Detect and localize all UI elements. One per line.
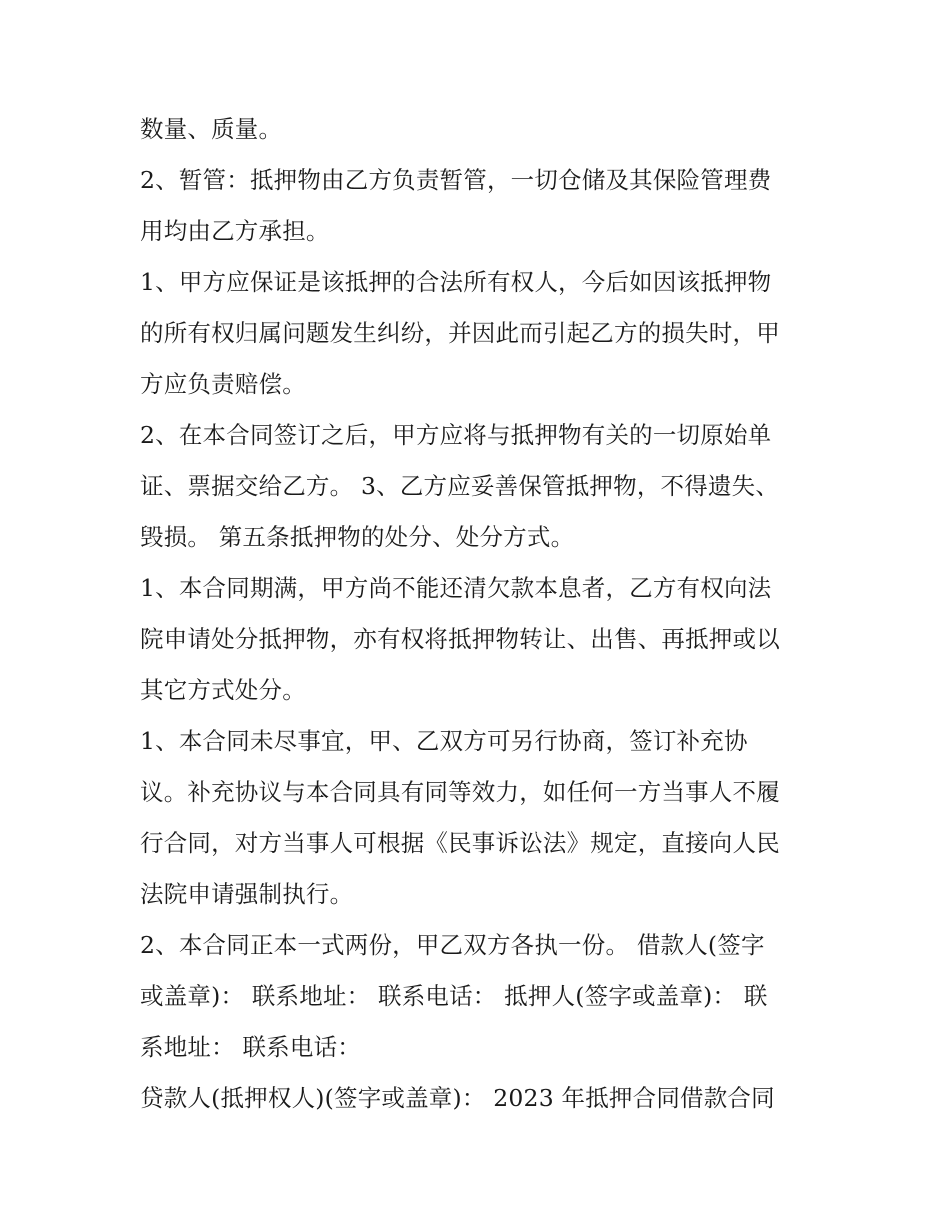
- text-line: 系地址： 联系电话：: [140, 1033, 361, 1061]
- text-line: 方应负责赔偿。: [140, 370, 306, 398]
- text-line: 2、本合同正本一式两份，甲乙双方各执一份。 借款人(签字: [140, 931, 765, 959]
- text-line: 1、甲方应保证是该抵押的合法所有权人，今后如因该抵押物: [140, 268, 772, 296]
- text-line: 1、本合同未尽事宜，甲、乙双方可另行协商，签订补充协: [140, 727, 748, 755]
- text-line: 用均由乙方承担。: [140, 217, 330, 245]
- text-line: 贷款人(抵押权人)(签字或盖章)： 2023 年抵押合同借款合同: [140, 1084, 775, 1112]
- text-line: 院申请处分抵押物，亦有权将抵押物转让、出售、再抵押或以: [140, 625, 780, 653]
- text-line: 证、票据交给乙方。 3、乙方应妥善保管抵押物，不得遗失、: [140, 472, 780, 500]
- text-line: 的所有权归属问题发生纠纷，并因此而引起乙方的损失时，甲: [140, 319, 780, 347]
- text-line: 或盖章)： 联系地址： 联系电话： 抵押人(签字或盖章)： 联: [140, 982, 768, 1010]
- text-line: 法院申请强制执行。: [140, 880, 354, 908]
- text-line: 行合同，对方当事人可根据《民事诉讼法》规定，直接向人民: [140, 829, 780, 857]
- text-line: 2、暂管：抵押物由乙方负责暂管，一切仓储及其保险管理费: [140, 166, 772, 194]
- text-line: 其它方式处分。: [140, 676, 306, 704]
- text-line: 1、本合同期满，甲方尚不能还清欠款本息者，乙方有权向法: [140, 574, 772, 602]
- text-line: 议。补充协议与本合同具有同等效力，如任何一方当事人不履: [140, 778, 780, 806]
- text-line: 数量、质量。: [140, 115, 283, 143]
- text-line: 毁损。 第五条抵押物的处分、处分方式。: [140, 523, 575, 551]
- document-body: [140, 104, 820, 1124]
- text-line: 2、在本合同签订之后，甲方应将与抵押物有关的一切原始单: [140, 421, 772, 449]
